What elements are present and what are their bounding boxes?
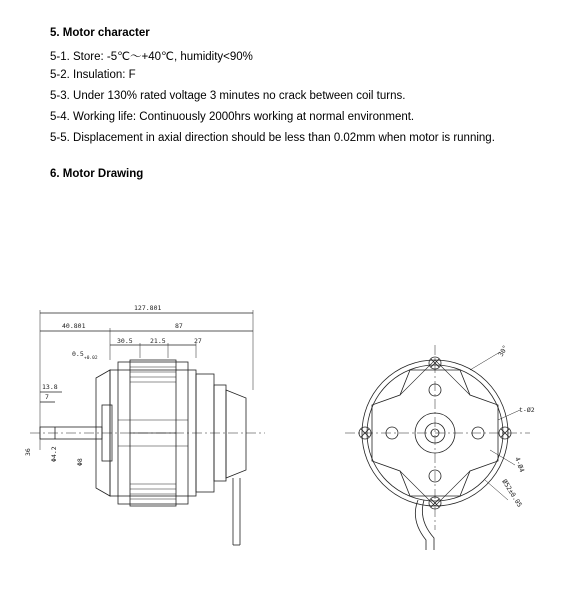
dim-seg-b: 21.5 bbox=[150, 337, 166, 345]
dim-angle: 30° bbox=[496, 343, 510, 358]
dim-thread: 4-Ø4 bbox=[513, 455, 526, 474]
spec-line-5-3: 5-3. Under 130% rated voltage 3 minutes no crack between coil turns. bbox=[50, 90, 406, 102]
dim-right-section: 87 bbox=[175, 322, 183, 330]
dim-gap: 0.5 bbox=[72, 350, 84, 358]
dim-gap-tol: +0.02 bbox=[84, 356, 98, 361]
dim-seg-a: 30.5 bbox=[117, 337, 133, 345]
dim-circle: Ø52±0.05 bbox=[500, 477, 524, 509]
dim-left-section: 40.801 bbox=[62, 322, 86, 330]
side-view bbox=[30, 310, 265, 545]
section-6-heading: 6. Motor Drawing bbox=[50, 168, 144, 180]
spec-line-5-2: 5-2. Insulation: F bbox=[50, 69, 136, 81]
spec-line-5-1: 5-1. Store: -5℃～+40℃, humidity<90% bbox=[50, 51, 253, 63]
dim-shaft-len: 13.8 bbox=[42, 383, 58, 391]
dim-overall-length: 127.801 bbox=[134, 304, 162, 312]
dim-shaft-end: 36 bbox=[24, 448, 32, 456]
spec-line-5-4: 5-4. Working life: Continuously 2000hrs working at normal environment. bbox=[50, 111, 415, 123]
spec-line-5-5: 5-5. Displacement in axial direction should be less than 0.02mm when motor is running. bbox=[50, 132, 495, 144]
dim-hole: t-Ø2 bbox=[519, 406, 535, 414]
dim-shaft-dia-b: Φ8 bbox=[76, 458, 84, 466]
dim-shaft-step: 7 bbox=[45, 393, 49, 401]
section-5-heading: 5. Motor character bbox=[50, 27, 150, 39]
front-view bbox=[345, 345, 530, 550]
dim-seg-c: 27 bbox=[194, 337, 202, 345]
dim-shaft-dia-a: Φ4.2 bbox=[50, 446, 58, 462]
